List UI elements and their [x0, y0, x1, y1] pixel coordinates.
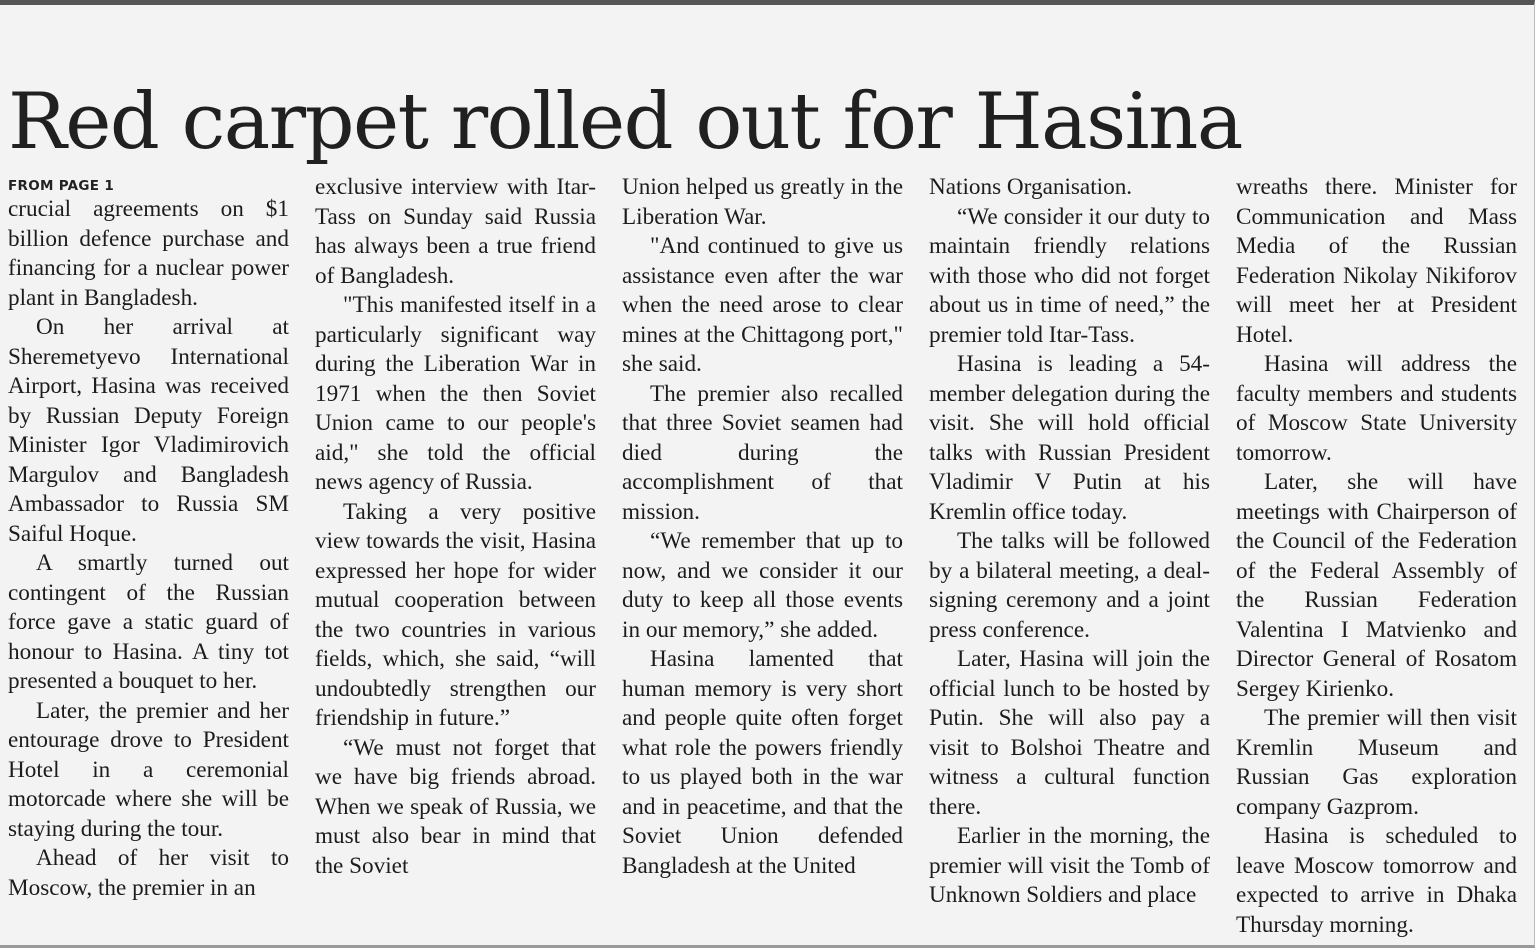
- column-4: [929, 173, 1210, 939]
- paragraph: Union helped us greatly in the Liberation War.: [622, 174, 903, 230]
- paragraph: A smartly turned out contingent of the Russian force gave a static guard of honour to Hasina. A tiny tot presented a bouquet to her.: [8, 550, 289, 694]
- column-5: [1236, 173, 1517, 939]
- paragraph: The premier will then visit Kremlin Museum and Russian Gas exploration company Gazprom.: [1236, 705, 1517, 820]
- paragraph: wreaths there. Minister for Communication and Mass Media of the Russian Federation Nikolay Nikiforov will meet her at President Hotel.: [1236, 174, 1517, 348]
- column-2: [315, 173, 596, 939]
- paragraph: Hasina lamented that human memory is very short and people quite often forget what role the powers friendly to us played both in the war and in peacetime, and that the Soviet Union defended Bangladesh at the United: [622, 646, 903, 879]
- kicker-from-page-1: FROM PAGE 1: [8, 178, 115, 194]
- headline: Red carpet rolled out for Hasina: [8, 77, 1242, 167]
- paragraph: Later, the premier and her entourage drove to President Hotel in a ceremonial motorcade where she will be staying during the tour.: [8, 697, 289, 842]
- paragraph: Hasina is leading a 54-member delegation during the visit. She will hold official talks with Russian President Vladimir V Putin at his Kremlin office today.: [929, 351, 1210, 525]
- paragraph: Ahead of her visit to Moscow, the premier in an: [8, 845, 289, 901]
- paragraph: Hasina will address the faculty members and students of Moscow State University tomorrow.: [1236, 351, 1517, 466]
- paragraph: Later, Hasina will join the official lunch to be hosted by Putin. She will also pay a visit to Bolshoi Theatre and witness a cultural function there.: [929, 646, 1210, 820]
- paragraph: Nations Organisation.: [929, 174, 1133, 200]
- paragraph: The premier also recalled that three Soviet seamen had died during the accomplishment of that mission.: [622, 380, 903, 525]
- paragraph: Taking a very positive view towards the visit, Hasina expressed her hope for wider mutual cooperation between the two countries in various fields, which, she said, “will undoubtedly strengthen our friendship in future.”: [315, 498, 596, 731]
- paragraph: “We consider it our duty to maintain friendly relations with those who did not forget about us in time of need,” the premier told Itar-Tass.: [929, 203, 1210, 348]
- paragraph: On her arrival at Sheremetyevo International Airport, Hasina was received by Russian Deputy Foreign Minister Igor Vladimirovich Margulov and Bangladesh Ambassador to Russia SM Saiful Hoque.: [8, 314, 289, 547]
- paragraph: Earlier in the morning, the premier will visit the Tomb of Unknown Soldiers and place: [929, 823, 1210, 908]
- paragraph: “We remember that up to now, and we consider it our duty to keep all those events in our memory,” she added.: [622, 528, 903, 643]
- column-3: [622, 173, 903, 939]
- paragraph: "And continued to give us assistance even after the war when the need arose to clear mines at the Chittagong port," she said.: [622, 233, 903, 377]
- paragraph: Later, she will have meetings with Chairperson of the Council of the Federation of the Federal Assembly of the Russian Federation Valentina I Matvienko and Director General of Rosatom Sergey Kirienko.: [1236, 469, 1517, 702]
- paragraph: The talks will be followed by a bilateral meeting, a deal-signing ceremony and a joint press conference.: [929, 528, 1210, 643]
- paragraph: "This manifested itself in a particularly significant way during the Liberation War in 1971 when the then Soviet Union came to our people's aid," she told the official news agency of Russia.: [315, 292, 596, 495]
- paragraph: exclusive interview with Itar-Tass on Sunday said Russia has always been a true friend of Bangladesh.: [315, 174, 596, 289]
- paragraph: crucial agreements on $1 billion defence purchase and financing for a nuclear power plant in Bangladesh.: [8, 196, 289, 311]
- article-body: [8, 173, 1520, 939]
- paragraph: “We must not forget that we have big friends abroad. When we speak of Russia, we must also bear in mind that the Soviet: [315, 734, 596, 879]
- column-1: [8, 173, 289, 939]
- paragraph: Hasina is scheduled to leave Moscow tomorrow and expected to arrive in Dhaka Thursday morning.: [1236, 823, 1517, 938]
